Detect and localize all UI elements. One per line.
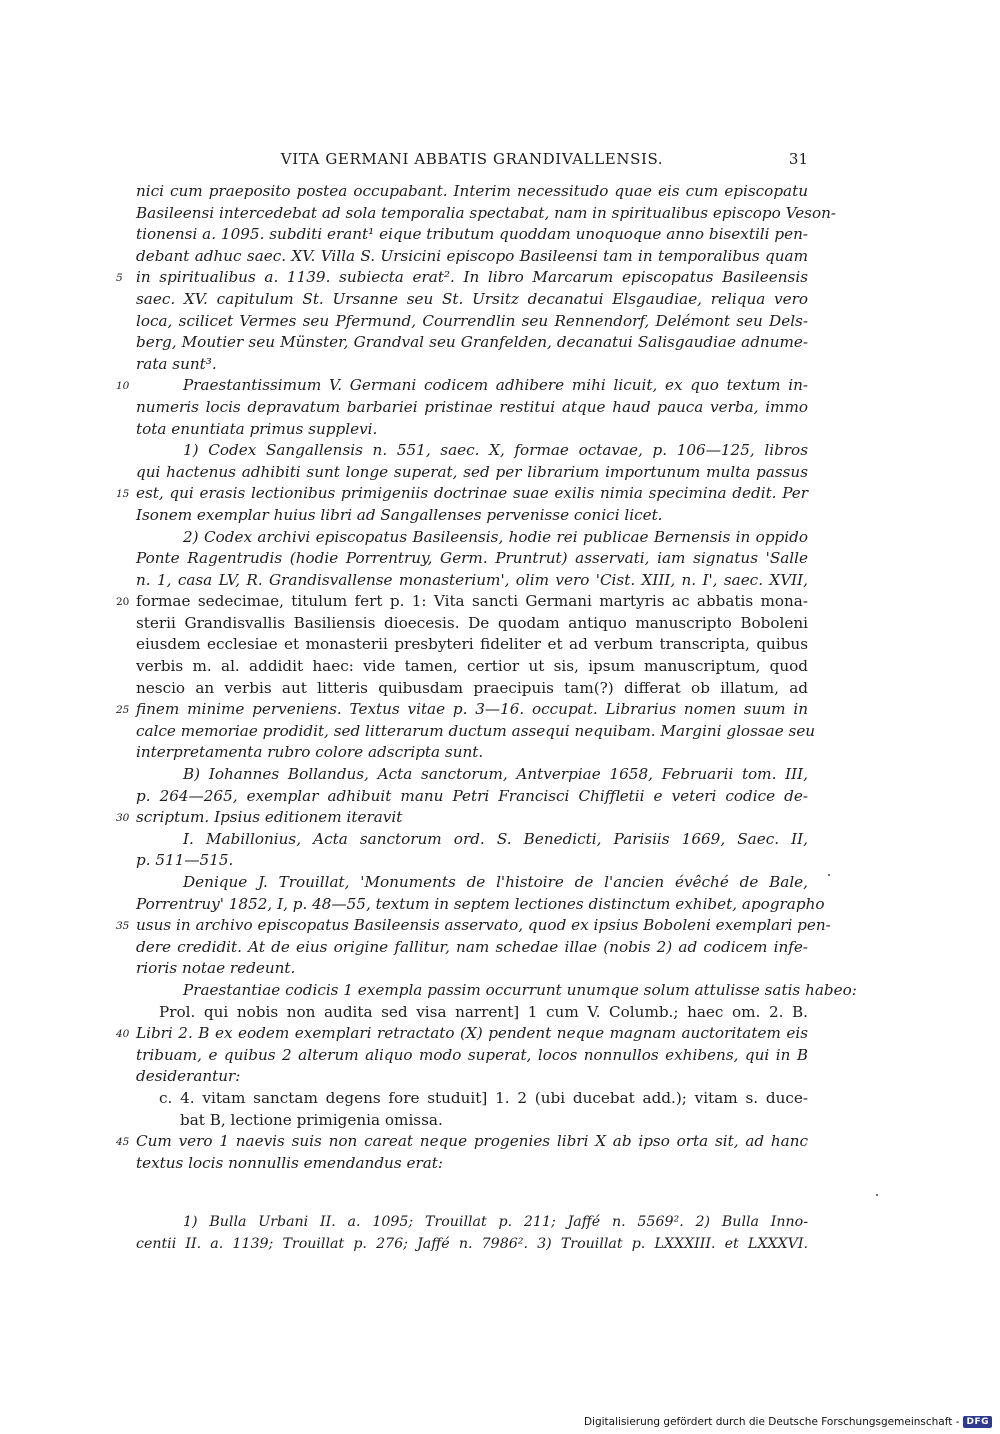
text-line-text: Denique J. Trouillat, 'Monuments de l'histoire de l'ancien évêché de Bale, [183, 873, 808, 891]
text-line-text: 1) Codex Sangallensis n. 551, saec. X, formae octavae, p. 106—125, libros [183, 441, 808, 460]
text-line [116, 375, 808, 397]
text-line-text: Basileensi intercedebat ad sola temporalia spectabat, nam in spiritualibus episcopo Veson- [136, 203, 837, 222]
line-number: 20 [116, 596, 130, 609]
credit-text: Digitalisierung gefördert durch die Deutsche Forschungsgemeinschaft - [583, 1416, 960, 1428]
text-line-text: saec. XV. capitulum St. Ursanne seu St. Ursitz decanatui Elsgaudiae, reliqua vero [136, 289, 808, 308]
text-line [136, 872, 808, 894]
text-line [116, 591, 808, 613]
text-line [136, 311, 808, 333]
text-line [116, 1131, 808, 1153]
text-line-text: tionensi a. 1095. subditi erant¹ eique tributum quoddam unoquoque anno bisextili pen- [136, 225, 808, 244]
text-line [116, 915, 831, 937]
text-line-text: qui hactenus adhibiti sunt longe superat, sed per librarium importunum multa passus [136, 462, 808, 481]
text-line [136, 829, 808, 851]
text-line [136, 570, 808, 592]
text-line [136, 181, 808, 203]
text-line-text: verbis m. al. addidit haec: vide tamen, certior ut sis, ipsum manuscriptum, quod [136, 657, 808, 676]
text-line-text: rioris notae redeunt. [136, 959, 296, 978]
text-line [136, 937, 808, 959]
text-line [116, 699, 808, 721]
text-line [136, 742, 808, 764]
text-line [136, 548, 808, 570]
text-line [136, 1002, 808, 1024]
text-line-text: Isonem exemplar huius libri ad Sangallenses pervenisse conici licet. [136, 505, 663, 524]
text-line [136, 1153, 808, 1175]
text-line-text: nescio an verbis aut litteris quibusdam praecipuis tam(?) differat ob illatum, ad [136, 678, 808, 697]
line-number: 30 [116, 812, 130, 825]
text-line [136, 980, 857, 1002]
text-line [136, 440, 808, 462]
text-line-text: finem minime perveniens. Textus vitae p. 3—16. occupat. Librarius nomen suum in [136, 700, 808, 719]
line-number: 10 [116, 380, 130, 393]
text-line [136, 613, 808, 635]
text-line-text: tota enuntiata primus supplevi. [136, 419, 378, 438]
text-line [136, 958, 808, 980]
text-line-text: scriptum. Ipsius editionem iteravit [136, 808, 403, 827]
text-line [116, 483, 808, 505]
text-line-text: formae sedecimae, titulum fert p. 1: Vita sancti Germani martyris ac abbatis mona- [136, 592, 808, 611]
text-line-text: textus locis nonnullis emendandus erat: [136, 1153, 443, 1172]
text-line-text: numeris locis depravatum barbariei pristinae restitui atque haud pauca verba, immo [136, 397, 808, 416]
text-line [136, 462, 808, 484]
text-line [136, 1066, 808, 1088]
line-number: 40 [116, 1028, 130, 1041]
text-line [136, 1045, 808, 1067]
text-line-text: rata sunt³. [136, 354, 217, 373]
main-text [116, 181, 857, 1174]
text-line-text: Libri 2. B ex eodem exemplari retractato (X) pendent neque magnam auctoritatem eis [136, 1024, 808, 1043]
line-number: 45 [116, 1136, 130, 1149]
dfg-logo: DFG [963, 1416, 992, 1428]
text-line-text: B) Iohannes Bollandus, Acta sanctorum, Antverpiae 1658, Februarii tom. III, [183, 765, 808, 784]
footnote-line [136, 1212, 808, 1234]
text-line-text: nici cum praeposito postea occupabant. Interim necessitudo quae eis cum episcopatu [136, 182, 808, 200]
text-line-text: Cum vero 1 naevis suis non careat neque progenies libri X ab ipso orta sit, ad hanc [136, 1132, 808, 1151]
text-line-text: calce memoriae prodidit, sed litterarum ductum assequi nequibam. Margini glossae seu [136, 721, 816, 740]
text-line [116, 1023, 808, 1045]
text-line [136, 678, 808, 700]
running-header [136, 150, 808, 174]
line-number: 25 [116, 704, 130, 717]
text-line [136, 1110, 808, 1132]
footnotes [136, 1212, 808, 1255]
text-line-text: c. 4. vitam sanctam degens fore studuit] 1. 2 (ubi ducebat add.); vitam s. duce- [159, 1088, 808, 1107]
text-line-text: Prol. qui nobis non audita sed visa narrent] 1 cum V. Columb.; haec om. 2. B. [159, 1002, 808, 1021]
text-line [136, 505, 808, 527]
text-line [136, 1088, 808, 1110]
text-line [136, 786, 808, 808]
text-line [116, 807, 808, 829]
text-line [136, 850, 808, 872]
text-line [136, 397, 808, 419]
text-line-text: usus in archivo episcopatus Basileensis asservato, quod ex ipsius Boboleni exemplari pen- [136, 916, 831, 935]
text-line [136, 354, 808, 376]
text-line [136, 224, 808, 246]
text-line-text: dere credidit. At de eius origine fallitur, nam schedae illae (nobis 2) ad codicem infe- [136, 937, 808, 956]
text-line-text: 2) Codex archivi episcopatus Basileensis, hodie rei publicae Bernensis in oppido [183, 527, 808, 546]
text-line [136, 634, 808, 656]
scan-speck [876, 1194, 878, 1196]
line-number: 35 [116, 920, 130, 933]
text-line-text: eiusdem ecclesiae et monasterii presbyteri fideliter et ad verbum transcripta, quibus [136, 635, 808, 654]
text-line-text: Ponte Ragentrudis (hodie Porrentruy, Germ. Pruntrut) asservati, iam signatus 'Salle [136, 549, 808, 568]
text-line-text: est, qui erasis lectionibus primigeniis doctrinae suae exilis nimia specimina dedit. Per [136, 484, 808, 503]
text-line-text: sterii Grandisvallis Basiliensis dioecesis. De quodam antiquo manuscripto Boboleni [136, 613, 808, 632]
text-line-text: Porrentruy' 1852, I, p. 48—55, textum in septem lectiones distinctum exhibet, apographo [136, 894, 825, 913]
text-line [136, 656, 808, 678]
text-line-text: p. 511—515. [136, 851, 234, 870]
text-line [136, 246, 808, 268]
running-title: VITA GERMANI ABBATIS GRANDIVALLENSIS. [280, 150, 664, 168]
text-line-text: loca, scilicet Vermes seu Pfermund, Courrendlin seu Rennendorf, Delémont seu Dels- [136, 311, 808, 330]
text-line [136, 332, 808, 354]
text-line-text: berg, Moutier seu Münster, Grandval seu Granfelden, decanatui Salisgaudiae adnume- [136, 333, 808, 352]
text-line-text: Praestantissimum V. Germani codicem adhibere mihi licuit, ex quo textum in- [183, 376, 808, 395]
scan-speck [828, 874, 830, 876]
digitization-credit [584, 1416, 992, 1428]
footnote-line-text: 1) Bulla Urbani II. a. 1095; Trouillat p. 211; Jaffé n. 5569². 2) Bulla Inno- [183, 1214, 808, 1230]
page-number: 31 [788, 150, 808, 168]
text-line [116, 267, 808, 289]
text-line-text: tribuam, e quibus 2 alterum aliquo modo superat, locos nonnullos exhibens, qui in B [136, 1045, 808, 1064]
text-line [136, 764, 808, 786]
text-line-text: I. Mabillonius, Acta sanctorum ord. S. Benedicti, Parisiis 1669, Saec. II, [183, 829, 808, 848]
footnote-line-text: centii II. a. 1139; Trouillat p. 276; Jaffé n. 7986². 3) Trouillat p. LXXXIII. et LXXXVI. [136, 1235, 808, 1252]
text-line [136, 721, 816, 743]
text-line-text: desiderantur: [136, 1067, 241, 1086]
text-line-text: p. 264—265, exemplar adhibuit manu Petri Francisci Chiffletii e veteri codice de- [136, 786, 808, 805]
text-line-text: in spiritualibus a. 1139. subiecta erat². In libro Marcarum episcopatus Basileensis [136, 268, 808, 287]
text-line-text: n. 1, casa LV, R. Grandisvallense monasterium', olim vero 'Cist. XIII, n. I', saec. XVII, [136, 570, 808, 589]
text-line [136, 289, 808, 311]
text-line [136, 419, 808, 441]
text-line-text: interpretamenta rubro colore adscripta sunt. [136, 743, 484, 762]
footnote-line [136, 1234, 808, 1256]
line-number: 5 [116, 272, 123, 285]
text-line-text: bat B, lectione primigenia omissa. [180, 1110, 443, 1129]
text-line-text: Praestantiae codicis 1 exempla passim occurrunt unumque solum attulisse satis habeo: [183, 980, 857, 999]
text-line-text: debant adhuc saec. XV. Villa S. Ursicini episcopo Basileensi tam in temporalibus quam [136, 246, 808, 265]
text-line [136, 894, 825, 916]
text-line [136, 527, 808, 549]
text-line [136, 203, 837, 225]
line-number: 15 [116, 488, 130, 501]
